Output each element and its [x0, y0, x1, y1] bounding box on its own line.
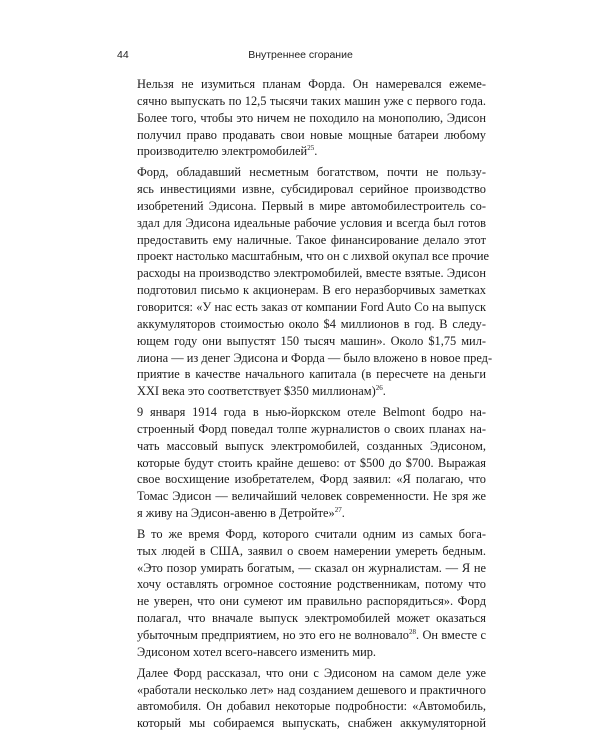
text-line: [117, 627, 486, 644]
paragraph: [117, 404, 486, 522]
footnote-marker: 26: [375, 384, 383, 393]
text-line: ющем году они выпустят 150 тысяч машин». Около $1,75 мил-: [137, 333, 486, 348]
running-head: [117, 49, 484, 65]
text-line: [117, 143, 486, 160]
text-line: здал для Эдисона идеальные рабочие условия и всегда был готов: [137, 215, 486, 230]
text-line: Форд, обладавший несметным богатством, почти не пользу-: [137, 165, 486, 180]
text-line: который мы собираемся выпускать, снабжен аккумуляторной: [137, 716, 486, 731]
text-line: строенный Форд поведал толпе журналистов о своих планах на-: [137, 421, 486, 436]
text-line: хочу оставлять огромное состояние родственникам, потому что: [137, 577, 486, 592]
text-line: предоставить ему наличные. Такое финансирование делало этот: [137, 232, 486, 247]
text-line: 9 января 1914 года в нью-йоркском отеле Belmont бодро на-: [137, 405, 486, 420]
text-run: .: [314, 144, 318, 159]
footnote-marker: 27: [334, 506, 342, 515]
text-line: говорится: «У нас есть заказ от компании Ford Auto Co на выпуск: [137, 299, 486, 314]
text-line: Далее Форд рассказал, что они с Эдисоном на самом деле уже: [137, 665, 486, 680]
text-line: получил право продавать свои новые мощные батареи любому: [137, 127, 486, 142]
text-line: сячно выпускать по 12,5 тысячи таких машин уже с первого года.: [137, 93, 486, 108]
paragraph: [117, 76, 486, 160]
text-line: тых людей в США, заявил о своем намерении умереть бедным.: [137, 543, 486, 558]
paragraph: [117, 526, 486, 661]
text-line: Более того, чтобы это ничем не походило на монополию, Эдисон: [137, 110, 486, 125]
text-line: [117, 383, 486, 400]
text-line: автомобиля. Он добавил некоторые подробности: «Автомобиль,: [137, 699, 486, 714]
text-run: .: [341, 506, 345, 521]
text-line: полагал, что вначале выпуск электромобилей может оказаться: [137, 611, 486, 626]
text-run: . Он вместе с: [415, 628, 487, 642]
text-line: которые будут стоить крайне дешево: от $500 до $700. Выражая: [137, 455, 486, 470]
text-run: XXI века это соответствует $350 миллионам): [137, 384, 376, 399]
text-run: производителю электромобилей: [137, 144, 308, 159]
text-line: расходы на производство электромобилей, вместе взятые. Эдисон: [137, 266, 486, 281]
text-line: «работали несколько лет» над созданием дешевого и практичного: [137, 682, 486, 697]
text-run: .: [382, 384, 386, 399]
text-line: Эдисоном хотел всего-навсего изменить мир.: [137, 644, 377, 659]
text-line: изобретений Эдисона. Первый в мире автомобилестроитель со-: [137, 198, 486, 213]
text-line: проект настолько масштабным, что он с лихвой окупал все прочие: [137, 249, 489, 264]
text-line: ясь инвестициями извне, субсидировал серийное производство: [137, 182, 486, 197]
text-line: Нельзя не изумиться планам Форда. Он намеревался ежеме-: [137, 77, 486, 91]
text-line: приятие в качестве начального капитала (в пересчете на деньги: [137, 367, 486, 382]
text-run: я живу на Эдисон-авеню в Детройте»: [137, 506, 335, 521]
footnote-marker: 25: [307, 144, 315, 153]
text-line: не уверен, что они сумеют им правильно распорядиться». Форд: [137, 594, 486, 609]
text-line: лиона — из денег Эдисона и Форда — было вложено в новое пред-: [137, 350, 493, 365]
text-line: В то же время Форд, которого считали одним из самых бога-: [137, 526, 486, 541]
text-line: свое восхищение изобретателем, Форд заявил: «Я полагаю, что: [137, 472, 486, 487]
text-line: чать массовый выпуск электромобилей, созданных Эдисоном,: [137, 438, 486, 453]
body-text: [117, 76, 493, 732]
footnote-marker: 28: [408, 628, 416, 636]
paragraph: [117, 665, 486, 732]
text-line: «Это позор умирать богатым, — сказал он журналистам. — Я не: [137, 560, 486, 575]
paragraph: [117, 164, 493, 400]
page-number: 44: [117, 49, 129, 61]
text-run: убыточным предприятием, но это его не волновало: [137, 628, 409, 642]
chapter-title: Внутреннее сгорание: [248, 49, 353, 61]
text-line: подготовил письмо к акционерам. В его неразборчивых заметках: [137, 283, 486, 298]
text-line: [117, 505, 486, 522]
text-line: Томас Эдисон — величайший человек современности. Не зря же: [137, 489, 486, 504]
text-line: аккумуляторов стоимостью около $4 миллионов в год. В следу-: [137, 316, 486, 331]
